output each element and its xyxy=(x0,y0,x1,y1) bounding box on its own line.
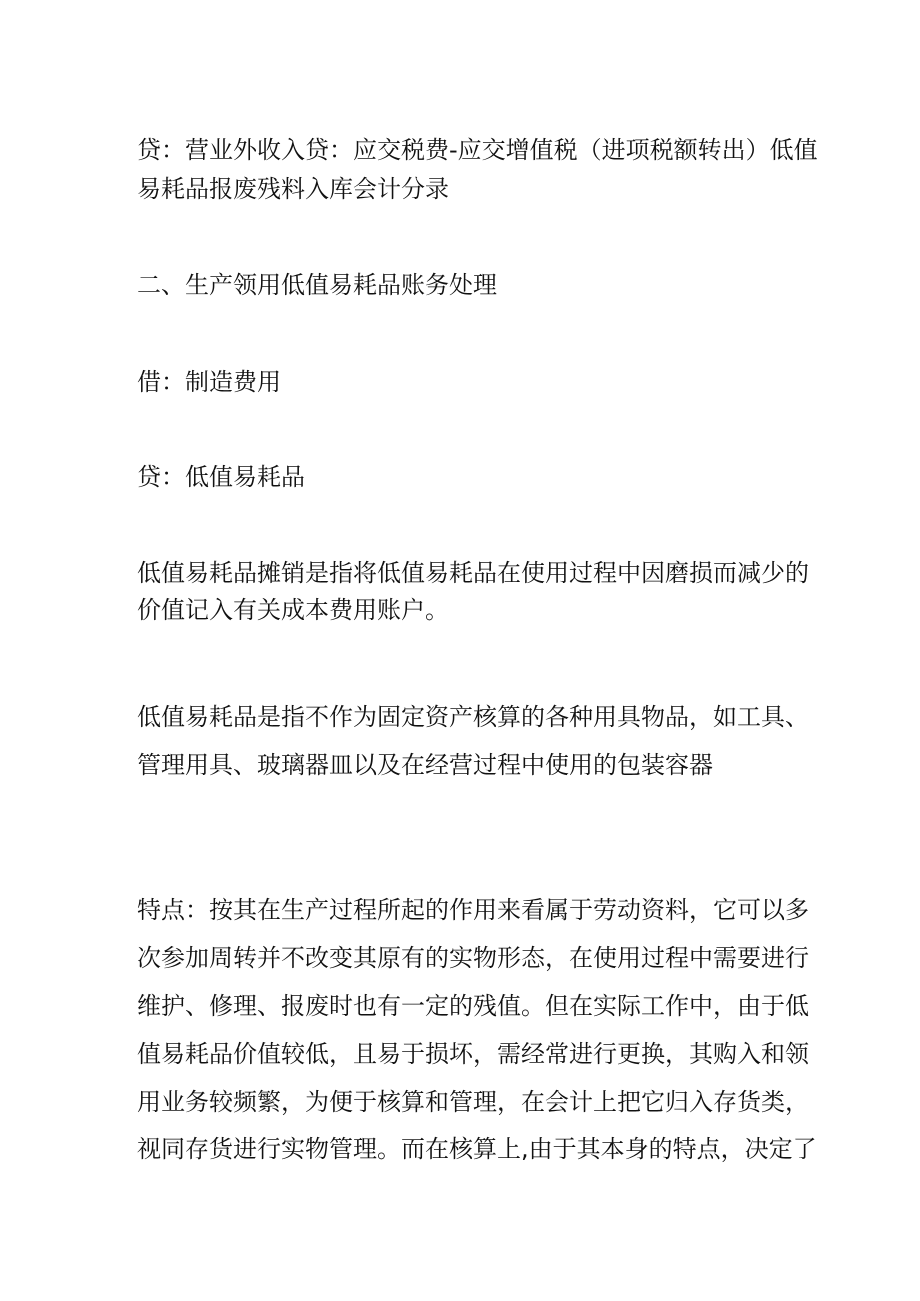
section-heading: 二、生产领用低值易耗品账务处理 xyxy=(137,271,497,299)
consumables-definition-line-2: 管理用具、玻璃器皿以及在经营过程中使用的包装容器 xyxy=(137,751,713,779)
characteristics-line-4: 值易耗品价值较低，且易于损坏，需经常进行更换，其购入和领 xyxy=(137,1040,809,1068)
characteristics-line-1: 特点：按其在生产过程所起的作用来看属于劳动资料，它可以多 xyxy=(137,896,809,924)
credit-entry: 贷：低值易耗品 xyxy=(137,463,305,491)
characteristics-line-3: 维护、修理、报废时也有一定的残值。但在实际工作中，由于低 xyxy=(137,992,809,1020)
paragraph-journal-entry-line-1: 贷：营业外收入贷：应交税费-应交增值税（进项税额转出）低值 xyxy=(137,136,818,164)
paragraph-journal-entry-line-2: 易耗品报废残料入库会计分录 xyxy=(137,175,449,203)
characteristics-line-6: 视同存货进行实物管理。而在核算上,由于其本身的特点，决定了 xyxy=(137,1135,817,1163)
consumables-definition-line-1: 低值易耗品是指不作为固定资产核算的各种用具物品，如工具、 xyxy=(137,703,809,731)
amortization-definition-line-2: 价值记入有关成本费用账户。 xyxy=(137,596,449,624)
debit-entry: 借：制造费用 xyxy=(137,368,281,396)
characteristics-line-5: 用业务较频繁，为便于核算和管理，在会计上把它归入存货类， xyxy=(137,1088,809,1116)
characteristics-line-2: 次参加周转并不改变其原有的实物形态，在使用过程中需要进行 xyxy=(137,944,809,972)
amortization-definition-line-1: 低值易耗品摊销是指将低值易耗品在使用过程中因磨损而减少的 xyxy=(137,559,809,587)
